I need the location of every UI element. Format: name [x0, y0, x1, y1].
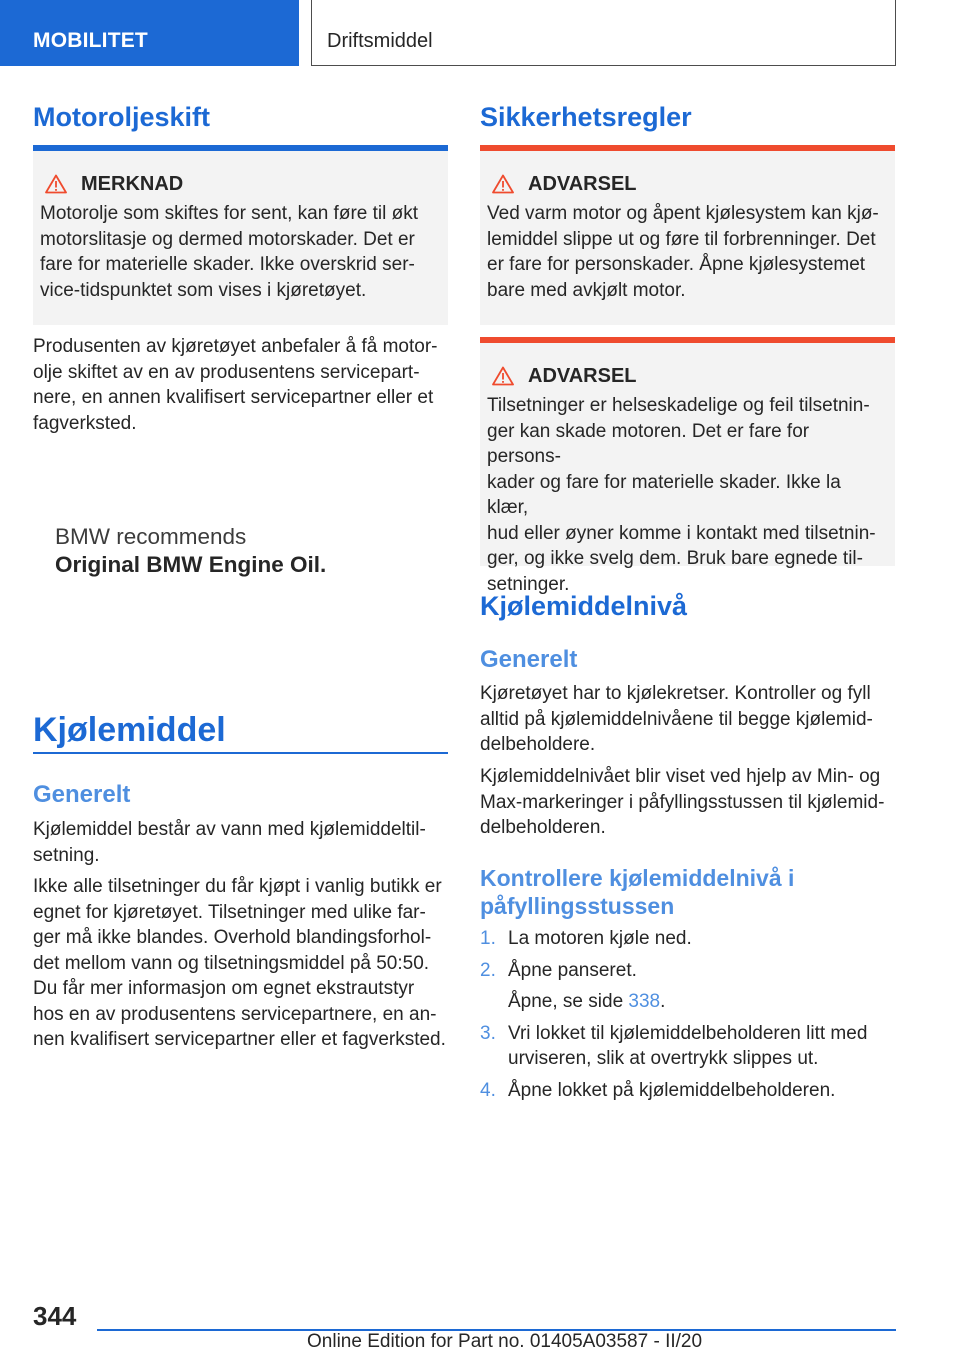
step-text: Åpne panseret. — [508, 959, 637, 981]
text-line: egnet for kjøretøyet. Tilsetninger med ulike far- — [33, 901, 426, 923]
text-line: Kjøretøyet har to kjølekretser. Kontroller og fyll — [480, 683, 871, 704]
warning-triangle-icon — [45, 174, 67, 194]
step-item — [480, 1078, 895, 1104]
heading-line: Kontrollere kjølemiddelnivå i — [480, 865, 795, 891]
footer-edition: Online Edition for Part no. 01405A03587 - II/20 — [307, 1331, 703, 1352]
step-text: Vri lokket til kjølemiddelbeholderen litt med — [508, 1022, 868, 1044]
notice-title — [40, 171, 438, 197]
text-line: hos en av produsentens servicepartnere, en an- — [33, 1003, 437, 1025]
text-line: hud eller øyner komme i kontakt med tilsetnin- — [487, 522, 876, 544]
coolant-level-subheading: Generelt — [480, 646, 578, 673]
text-line: Kjølemiddel består av vann med kjølemiddeltil- — [33, 819, 426, 840]
reference-text: Åpne, se side — [508, 991, 629, 1012]
coolant-paragraph-1 — [33, 817, 448, 868]
text-line: Ved varm motor og åpent kjølesystem kan kjø- — [487, 203, 879, 224]
text-line: er fare for personskader. Åpne kjølesystemet — [487, 254, 866, 275]
chapter-title: Driftsmiddel — [327, 30, 433, 52]
heading-line: påfyllingsstussen — [480, 893, 675, 919]
section-rule — [33, 752, 448, 754]
text-line: fagverksted. — [33, 412, 137, 434]
text-line: kader og fare for materielle skader. Ikke la klær, — [487, 471, 841, 518]
text-line: ger må ikke blandes. Overhold blandingsforhol- — [33, 927, 432, 948]
warning-triangle-icon — [492, 174, 514, 194]
warning-box-1 — [480, 151, 895, 325]
page-number: 344 — [33, 1301, 77, 1331]
warning-label: ADVARSEL — [528, 172, 637, 195]
notice-label: MERKNAD — [81, 172, 184, 195]
step-text: urviseren, slik at overtrykk slippes ut. — [508, 1048, 819, 1069]
oil-change-heading: Motoroljeskift — [33, 102, 211, 132]
text-line: Produsenten av kjøretøyet anbefaler å få motor- — [33, 336, 438, 357]
text-line: ger, og ikke svelg dem. Bruk bare egnede til- — [487, 548, 863, 569]
text-line: det mellom vann og tilsetningsmiddel på 50:50. — [33, 952, 430, 974]
coolant-paragraph-2 — [33, 874, 448, 1053]
step-text: La motoren kjøle ned. — [508, 928, 692, 949]
step-number: 4. — [480, 1079, 496, 1101]
text-line: Du får mer informasjon om egnet ekstrautstyr — [33, 978, 415, 999]
step-number: 3. — [480, 1022, 496, 1044]
text-line: delbeholderen. — [480, 817, 606, 838]
step-item — [480, 926, 895, 952]
coolant-level-paragraph-2 — [480, 764, 895, 841]
text-line: alltid på kjølemiddelnivåene til begge kjølemid- — [480, 708, 873, 730]
ad-line: BMW recommends — [55, 524, 247, 549]
text-line: setninger. — [487, 573, 570, 595]
page-reference-link[interactable]: 338 — [628, 991, 661, 1012]
coolant-level-heading: Kjølemiddelnivå — [480, 591, 688, 621]
text-line: Max-markeringer i påfyllingsstussen til kjølemid- — [480, 791, 885, 813]
text-line: olje skiftet av en av produsentens servicepart- — [33, 361, 420, 383]
text-line: Motorolje som skiftes for sent, kan føre til økt — [40, 203, 418, 224]
section-tab: MOBILITET — [0, 0, 299, 66]
warning-triangle-icon — [492, 366, 514, 386]
warning-text — [487, 201, 885, 303]
text-line: nere, en annen kvalifisert servicepartner eller et — [33, 387, 434, 408]
notice-box — [33, 151, 448, 325]
text-line: Ikke alle tilsetninger du får kjøpt i vanlig butikk er — [33, 876, 442, 897]
check-level-heading — [480, 864, 794, 920]
procedure-steps — [480, 926, 895, 1103]
warning-box-2 — [480, 343, 895, 595]
chapter-header — [311, 0, 896, 66]
text-line: lemiddel slippe ut og føre til forbrenninger. Det — [487, 228, 876, 250]
warning-title — [487, 171, 885, 197]
warning-label: ADVARSEL — [528, 364, 637, 387]
safety-heading: Sikkerhetsregler — [480, 102, 692, 132]
step-reference — [508, 989, 895, 1015]
coolant-heading: Kjølemiddel — [33, 711, 226, 749]
step-number: 2. — [480, 959, 496, 981]
oil-change-paragraph — [33, 334, 448, 436]
reference-suffix: . — [660, 991, 666, 1012]
warning-text — [487, 393, 885, 597]
step-number: 1. — [480, 928, 496, 949]
step-item — [480, 1021, 895, 1072]
coolant-level-paragraph-1 — [480, 681, 895, 758]
step-text: Åpne lokket på kjølemiddelbeholderen. — [508, 1079, 836, 1101]
warning-title — [487, 363, 885, 389]
text-line: nen kvalifisert servicepartner eller et fagverksted. — [33, 1029, 446, 1050]
text-line: fare for materielle skader. Ikke overskrid ser- — [40, 254, 415, 275]
text-line: Kjølemiddelnivået blir viset ved hjelp av Min- og — [480, 766, 881, 787]
step-item — [480, 958, 895, 1015]
text-line: vice-tidspunktet som vises i kjøretøyet. — [40, 279, 367, 301]
oil-recommendation-ad — [55, 523, 326, 579]
text-line: motorslitasje og dermed motorskader. Det er — [40, 228, 415, 250]
text-line: bare med avkjølt motor. — [487, 279, 686, 301]
text-line: Tilsetninger er helseskadelige og feil tilsetnin- — [487, 395, 870, 416]
text-line: setning. — [33, 844, 100, 866]
ad-line-bold: Original BMW Engine Oil. — [55, 552, 327, 577]
text-line: ger kan skade motoren. Det er fare for persons- — [487, 420, 810, 467]
text-line: delbeholdere. — [480, 734, 596, 755]
coolant-subheading: Generelt — [33, 781, 131, 808]
notice-text — [40, 201, 438, 303]
